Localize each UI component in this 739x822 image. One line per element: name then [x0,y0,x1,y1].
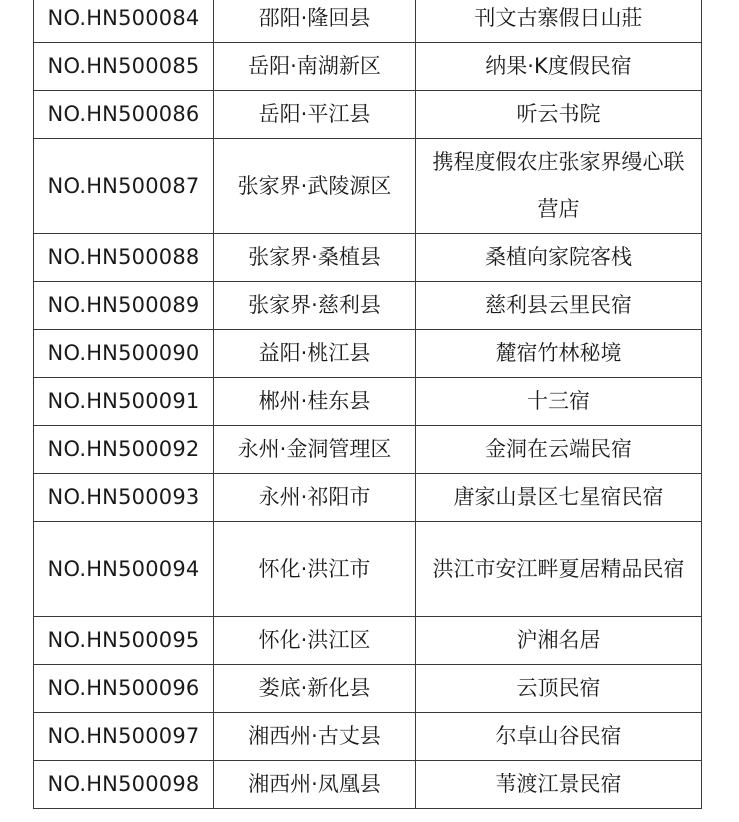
region-cell: 娄底·新化县 [214,665,416,713]
region-cell: 郴州·桂东县 [214,378,416,426]
serial-number-cell: NO.HN500087 [34,139,214,234]
table-row [34,617,702,665]
serial-number-cell: NO.HN500096 [34,665,214,713]
region-cell: 怀化·洪江市 [214,522,416,617]
region-cell: 湘西州·凤凰县 [214,761,416,809]
table-row [34,43,702,91]
region-cell: 湘西州·古丈县 [214,713,416,761]
table-row [34,522,702,617]
table-row [34,282,702,330]
listing-table-container [33,0,701,809]
table-row [34,234,702,282]
homestay-name-cell: 纳果·K度假民宿 [416,43,702,91]
region-cell: 永州·金洞管理区 [214,426,416,474]
table-row [34,0,702,43]
homestay-name-cell: 沪湘名居 [416,617,702,665]
region-cell: 怀化·洪江区 [214,617,416,665]
table-body [34,0,702,809]
region-cell: 邵阳·隆回县 [214,0,416,43]
serial-number-cell: NO.HN500094 [34,522,214,617]
serial-number-cell: NO.HN500097 [34,713,214,761]
homestay-name-cell: 洪江市安江畔夏居精品民宿 [416,522,702,617]
table-row [34,91,702,139]
homestay-name-cell: 携程度假农庄张家界缦心联营店 [416,139,702,234]
region-cell: 益阳·桃江县 [214,330,416,378]
homestay-name-cell: 金洞在云端民宿 [416,426,702,474]
homestay-name-cell: 尔卓山谷民宿 [416,713,702,761]
region-cell: 张家界·桑植县 [214,234,416,282]
homestay-name-cell: 听云书院 [416,91,702,139]
serial-number-cell: NO.HN500092 [34,426,214,474]
region-cell: 张家界·慈利县 [214,282,416,330]
homestay-name-cell: 桑植向家院客栈 [416,234,702,282]
table-row [34,713,702,761]
region-cell: 岳阳·南湖新区 [214,43,416,91]
serial-number-cell: NO.HN500093 [34,474,214,522]
table-row [34,330,702,378]
table-row [34,378,702,426]
region-cell: 岳阳·平江县 [214,91,416,139]
homestay-name-cell: 刊文古寨假日山莊 [416,0,702,43]
serial-number-cell: NO.HN500091 [34,378,214,426]
serial-number-cell: NO.HN500088 [34,234,214,282]
serial-number-cell: NO.HN500086 [34,91,214,139]
table-row [34,761,702,809]
homestay-name-cell: 十三宿 [416,378,702,426]
homestay-name-cell: 苇渡江景民宿 [416,761,702,809]
homestay-name-cell: 慈利县云里民宿 [416,282,702,330]
table-row [34,474,702,522]
region-cell: 张家界·武陵源区 [214,139,416,234]
serial-number-cell: NO.HN500089 [34,282,214,330]
table-row [34,139,702,234]
homestay-name-cell: 唐家山景区七星宿民宿 [416,474,702,522]
serial-number-cell: NO.HN500084 [34,0,214,43]
homestay-name-cell: 麓宿竹林秘境 [416,330,702,378]
region-cell: 永州·祁阳市 [214,474,416,522]
serial-number-cell: NO.HN500090 [34,330,214,378]
homestay-list-table [33,0,702,809]
table-row [34,426,702,474]
serial-number-cell: NO.HN500095 [34,617,214,665]
homestay-name-cell: 云顶民宿 [416,665,702,713]
table-row [34,665,702,713]
serial-number-cell: NO.HN500085 [34,43,214,91]
serial-number-cell: NO.HN500098 [34,761,214,809]
